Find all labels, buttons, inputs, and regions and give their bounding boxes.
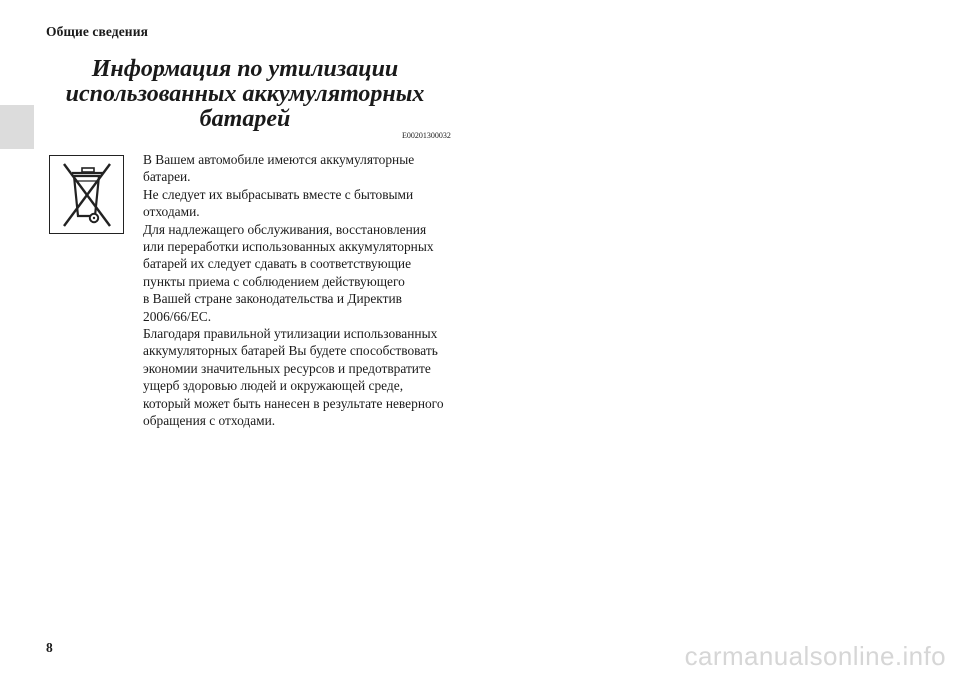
text-line: отходами.: [143, 204, 200, 220]
text-line: в Вашей стране законодательства и Директив: [143, 291, 402, 307]
text-line: Не следует их выбрасывать вместе с бытовыми: [143, 186, 414, 202]
text-line: В Вашем автомобиле имеются аккумуляторные: [143, 152, 415, 167]
text-line: или переработки использованных аккумуляторных: [143, 239, 434, 255]
text-line: батареи.: [143, 169, 191, 185]
title-line: использованных аккумуляторных: [65, 81, 425, 107]
text-line: 2006/66/EC.: [143, 308, 212, 324]
text-line: аккумуляторных батарей Вы будете способствовать: [143, 343, 438, 359]
text-line: обращения с отходами.: [143, 413, 276, 429]
disposal-info-text: [143, 151, 473, 430]
watermark-text: carmanualsonline.info: [684, 641, 946, 671]
text-line: батарей их следует сдавать в соответствующие: [143, 256, 412, 272]
text-line: который может быть нанесен в результате неверного: [143, 395, 444, 411]
text-line: ущерб здоровью людей и окружающей среде,: [143, 378, 404, 394]
page-number: 8: [46, 640, 53, 655]
section-header: Общие сведения: [46, 24, 148, 39]
page-title: [60, 57, 430, 132]
text-line: Для надлежащего обслуживания, восстановления: [143, 221, 427, 237]
crossed-out-wheelie-bin-icon: [49, 155, 124, 234]
side-tab-marker: [0, 105, 34, 149]
title-line: батарей: [199, 106, 291, 132]
text-line: пункты приема с соблюдением действующего: [143, 273, 405, 289]
title-line: Информация по утилизации: [91, 56, 399, 82]
document-code: E00201300032: [402, 131, 451, 140]
text-line: экономии значительных ресурсов и предотвратите: [143, 360, 431, 376]
text-line: Благодаря правильной утилизации использованных: [143, 326, 438, 342]
